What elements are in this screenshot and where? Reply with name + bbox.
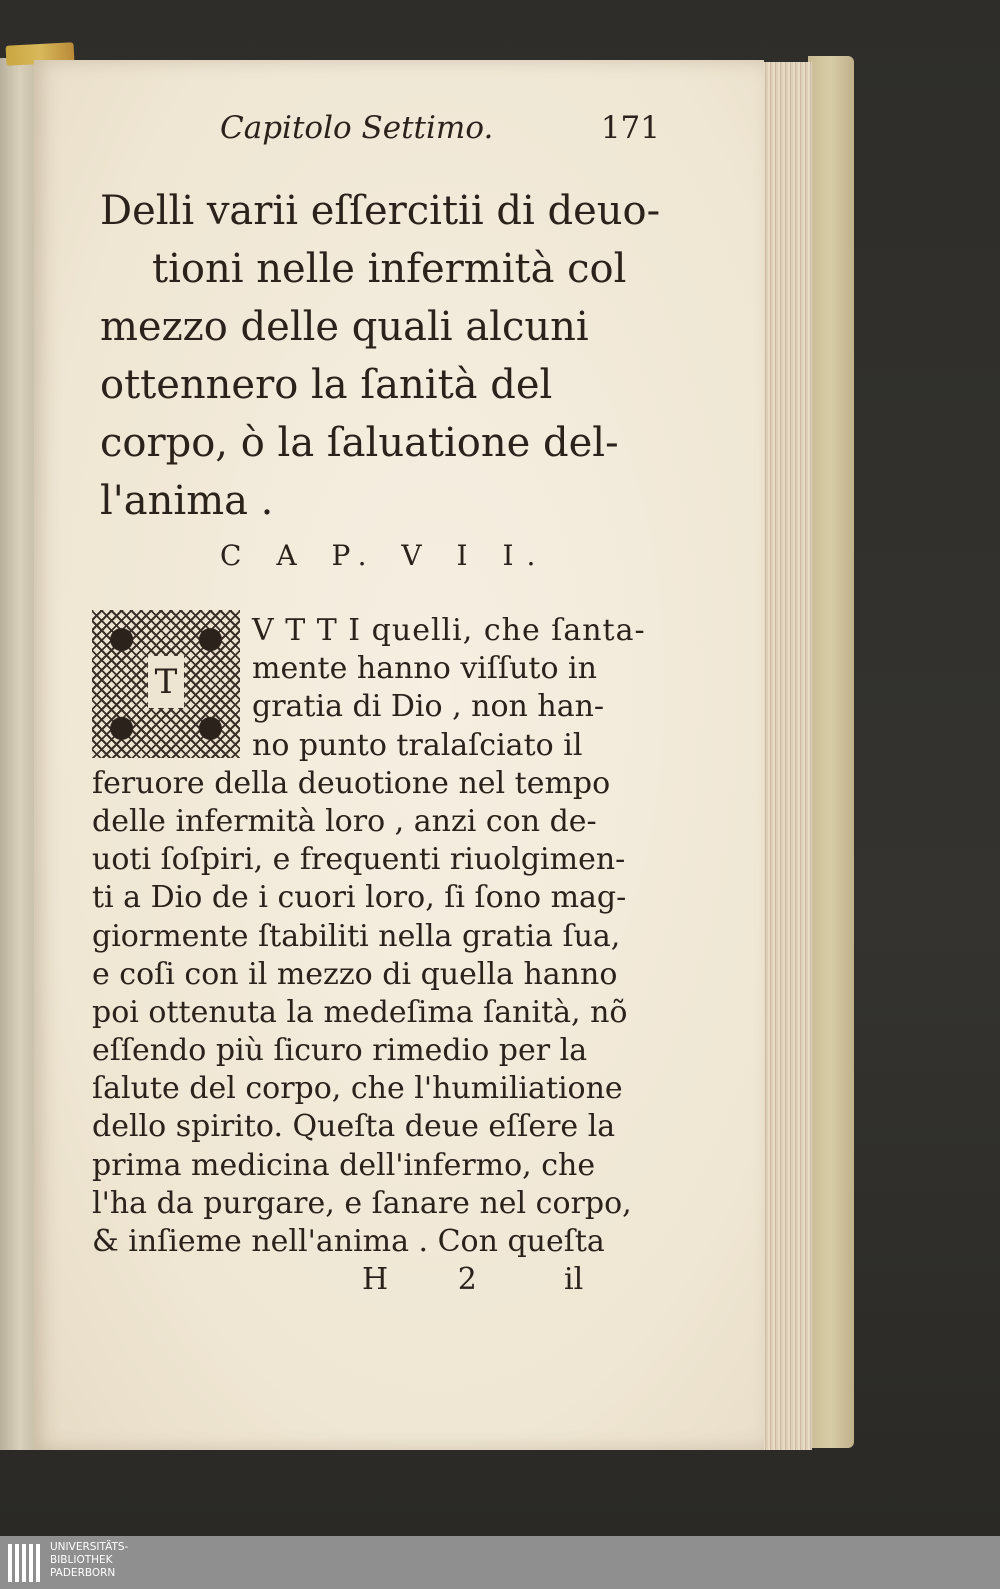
chapter-title-line: Delli varii eſſercitii di deuo- <box>100 188 661 234</box>
running-head-title: Capitolo Settimo. <box>220 110 494 146</box>
library-logo-text <box>50 1541 128 1580</box>
text-line: l'ha da purgare, e ſanare nel corpo, <box>92 1185 632 1221</box>
logo-line: UNIVERSITÄTS- <box>50 1541 129 1553</box>
logo-line: BIBLIOTHEK <box>50 1554 113 1566</box>
text-line: e coſi con il mezzo di quella hanno <box>92 956 618 992</box>
text-line: feruore della deuotione nel tempo <box>92 765 611 801</box>
decorated-initial <box>92 610 240 758</box>
library-footer <box>0 1536 1000 1589</box>
text-line: eſſendo più ſicuro rimedio per la <box>92 1033 588 1069</box>
text-line: delle infermità loro , anzi con de- <box>92 803 597 839</box>
text-line: ſalute del corpo, che l'humiliatione <box>92 1071 623 1107</box>
catchword: il <box>564 1262 584 1297</box>
chapter-title-line: l'anima . <box>100 478 274 524</box>
book-cover-edge <box>808 56 854 1448</box>
text-line: & inſieme nell'anima . Con queſta <box>92 1224 605 1259</box>
text-line: mente hanno viſſuto in <box>252 651 597 687</box>
text-line: dello spirito. Queſta deue eſſere la <box>92 1109 616 1145</box>
text-line: no punto tralaſciato il <box>252 727 583 763</box>
chapter-title-line: ottennero la ſanità del <box>100 362 553 408</box>
running-head <box>220 106 660 150</box>
text-line: prima medicina dell'infermo, che <box>92 1147 596 1183</box>
page-number: 171 <box>600 110 660 146</box>
text-line: giormente ſtabiliti nella gratia ſua, <box>92 918 621 954</box>
chapter-title-line: corpo, ò la ſaluatione del- <box>100 420 619 466</box>
text-line: uoti ſoſpiri, e frequenti riuolgimen- <box>92 842 626 878</box>
initial-letter: T <box>148 656 184 708</box>
library-logo-icon <box>8 1544 42 1582</box>
chapter-title-line: tioni nelle infermità col <box>152 246 627 292</box>
logo-line: PADERBORN <box>50 1567 116 1579</box>
book-page <box>34 60 764 1450</box>
chapter-title <box>100 182 660 530</box>
page-edges <box>758 62 812 1450</box>
signature-mark: H 2 <box>362 1262 477 1297</box>
text-line: poi ottenuta la medeſima ſanità, nõ <box>92 994 628 1030</box>
chapter-title-line: mezzo delle quali alcuni <box>100 304 589 350</box>
chapter-label: C A P. V I I. <box>220 539 549 572</box>
text-line: V T T I quelli, che ſanta- <box>252 613 646 648</box>
left-page-edge <box>0 58 37 1450</box>
text-line: ti a Dio de i cuori loro, ſi ſono mag- <box>92 880 627 916</box>
text-line: gratia di Dio , non han- <box>252 689 605 725</box>
